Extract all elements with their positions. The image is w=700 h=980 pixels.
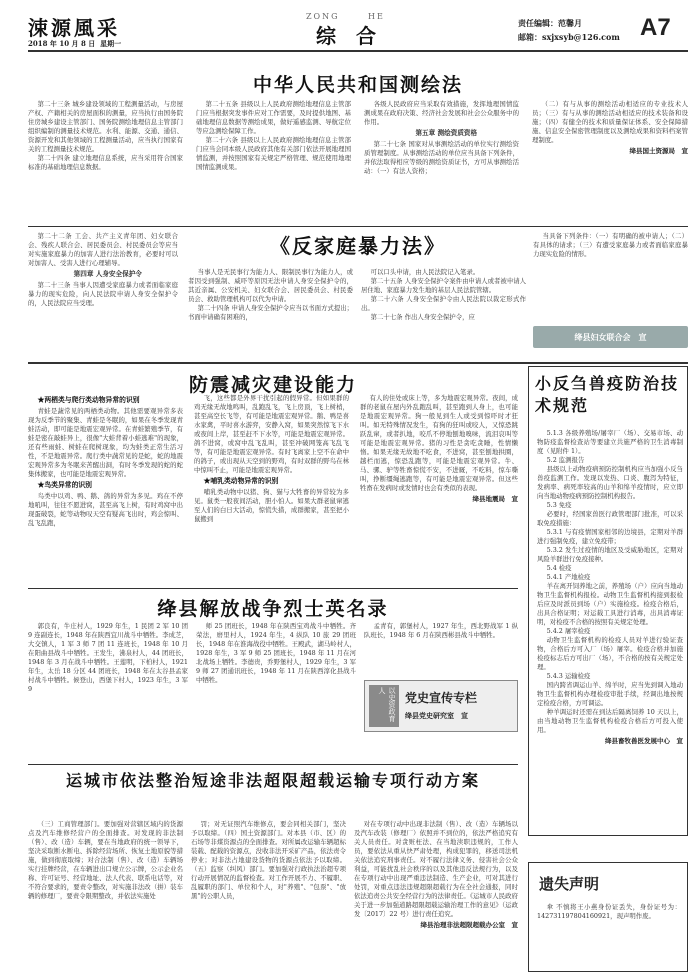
article-dv-25: 第二十五条 人身安全保护令案件由申请人或者被申请人居住地、家庭暴力发生地的基层人民法院管辖。 bbox=[361, 277, 526, 294]
traffic-col1 bbox=[28, 820, 183, 901]
domestic-mid2-col bbox=[361, 268, 526, 322]
epi-5-1-3: 5.1.3 各级养殖场/屠宰厂（场）、交易市场、动物防疫监督检查站等要建立共施严格的卫生消毒制度（见附件 1）。 bbox=[537, 429, 683, 455]
martyrs-title: 绛县解放战争烈士英名录 bbox=[157, 598, 389, 620]
survey-law-title: 中华人民共和国测绘法 bbox=[252, 74, 463, 96]
pinyin-left: ZONG bbox=[306, 12, 340, 21]
epidemic-body bbox=[537, 429, 683, 746]
bird-text: 鸟类中以鸡、鸭、鹅、鸽的异常为多见。鸡在不停地吼叫，往往不愿进窝，甚至高飞上树，有时鸡窝中出现蛋破裂，蛇等动物叹天空有疑高飞出时，鸡会惊叫、乱飞乱跑， bbox=[28, 492, 183, 527]
article-24: 第二十四条 建立地理信息系统，应当采用符合国家标准的基础地理信息数据。 bbox=[28, 154, 183, 171]
editor-label: 责任编辑：范馨月 bbox=[518, 18, 582, 28]
article-23: 第二十三条 城乡建设领域的工程测量活动，与房屋产权、产籍相关的房屋面积的测量，应当执行由国务院住房城乡建设主管部门、国务院测绘地理信息主管部门组织编制的测量技术规范。水利、能源、交通、通信、资源开发和其他领域的工程测量活动，应当执行国家有关的工程测量技术规范。 bbox=[28, 100, 183, 153]
article-dv-22: 第二十二条 工会、共产主义青年团、妇女联合会、残疾人联合会、居民委员会、村民委员会等应当对实施家庭暴力的加害人进行法治教育，必要时可以对加害人、受害人进行心理辅导。 bbox=[28, 232, 178, 267]
quake-title: 防震减灾建设能力 bbox=[188, 374, 357, 396]
survey-law-col3 bbox=[364, 100, 519, 176]
bird-text-cont: 飞，这些都是外界干扰引起的假异常。但如果群的鸡无缘无故地鸣叫，乱跑乱飞，飞上房顶，飞上树梢，甚至高空长飞等，有可能是地震宏观异常。鹅、鸭是喜水家禽，平时喜水游弈，安静入窝，如果突然惊飞下水或夜间上岸，甚至赶不下水等，可能是地震宏观异常。鸽不进窝，或窝中乱飞乱叫，甚至冲破网笼高飞乱飞等，有可能是地震宏观异常。有时飞离家上空不在命中的鸽子，或出现从天空到的野鸡，有时双群的野鸟在林中惊叫不止，可能是地震宏观异常。 bbox=[194, 394, 349, 474]
quake-col2 bbox=[194, 394, 349, 524]
survey-law-byline: 绛县国土资源局 宣 bbox=[629, 147, 688, 155]
survey-law-section bbox=[28, 56, 688, 226]
domestic-right-col bbox=[533, 232, 688, 259]
epidemic-section bbox=[528, 366, 688, 836]
chapter-4-heading: 第四章 人身安全保护令 bbox=[73, 270, 142, 278]
martyrs-text-2: 师 25 团班长，1948 年在陕西宝鸡战斗中牺牲。齐荣法，磨里村人，1924 年生，4 纵队 10 旅 29 团班长，1948 年在淮海战役中牺牲。王殿武，湖马岭村人，1928 年生，3 军 9 师 25 团班长，1948 年 11 月在河北战场上牺牲。李德贵，乔野堡村人，1929 年生，3 军 9 师 27 团通讯班长，1948 年 11 月在陕西淳化县战斗中牺牲。 bbox=[196, 622, 356, 684]
martyrs-col2 bbox=[196, 622, 356, 685]
survey-col4-text: （二）有与从事的测绘活动相适应的专业技术人员；（三）有与从事的测绘活动相适应的技术装备和设施；（四）有健全的技术和质量保证体系、安全保障措施、信息安全保密管理制度以及测绘成果和资料档案管理制度。 bbox=[532, 100, 688, 144]
rule-1 bbox=[28, 226, 688, 227]
quake-section bbox=[28, 366, 518, 586]
epidemic-byline: 绛县畜牧兽医发展中心 宣 bbox=[605, 737, 683, 745]
article-dv-26: 第二十六条 人身安全保护令由人民法院以裁定形式作出。 bbox=[361, 295, 526, 312]
traffic-col2 bbox=[191, 820, 346, 901]
chapter-5-heading: 第五章 测绘资质资格 bbox=[415, 129, 478, 137]
lost-title: 遗失声明 bbox=[539, 875, 600, 893]
section-name: 综 合 bbox=[316, 24, 376, 48]
dv-right-text: 当具备下列条件：（一）有明确的被申请人；（二）有具体的请求；（三）有遭受家庭暴力或者面临家庭暴力现实危险的情形。 bbox=[533, 232, 688, 258]
womens-federation-stamp bbox=[533, 326, 688, 348]
rule-2 bbox=[28, 362, 688, 364]
mammal-heading: ★哺乳类动物异常的识别 bbox=[203, 477, 279, 485]
epi-5-4-3-text: 国内跨省调运山羊、绵羊时，应当先到调入地动物卫生监督机构办理检疫审批手续，经调出地按规定检疫合格，方可调运。 bbox=[537, 681, 683, 707]
masthead bbox=[28, 12, 688, 48]
article-27: 第二十七条 国家对从事测绘活动的单位实行测绘资质管理制度。从事测绘活动的单位应当具备下列条件，并依法取得相应等级的测绘资质证书，方可从事测绘活动：（一）有法人资格； bbox=[364, 140, 519, 175]
mammal-text: 哺乳类动物中以猪、狗、猫与大牲畜的异常较为多见。鼠类一般夜间活动，胆小怕人。如果大群老鼠窜逃至人们的白日大活动，惊慌失措，成群搬家，甚至把小鼠搬到 bbox=[194, 488, 349, 523]
quake-col3 bbox=[360, 394, 518, 504]
martyrs-col3 bbox=[364, 622, 518, 640]
rule-3 bbox=[28, 588, 518, 589]
epidemic-title: 小反刍兽疫防治技术规范 bbox=[535, 374, 680, 415]
traffic-byline: 绛县治理非法超限超载办公室 宣 bbox=[420, 921, 518, 929]
epi-5-4-1: 5.4.1 产地检疫 bbox=[546, 573, 591, 581]
article-dv-27: 第二十七条 作出人身安全保护令，应 bbox=[370, 313, 475, 321]
dv-mid2-text: 可以口头申请，由人民法院记入笔录。 bbox=[370, 268, 480, 276]
party-history-promo bbox=[364, 680, 518, 732]
epi-5-3-text: 必要时，经国家兽医行政管理部门批准，可以采取免疫措施： bbox=[537, 510, 683, 527]
promo-sub: 绛县党史研究室 宣 bbox=[405, 711, 468, 720]
dv-mid-text: 当事人是无民事行为能力人、限制民事行为能力人，或者因受到强制、威吓等原因无法申请人身安全保护令的，其近亲属、公安机关、妇女联合会、居民委员会、村民委员会、救助管理机构可以代为申请。 bbox=[188, 268, 353, 303]
article-26: 第二十六条 县级以上人民政府测绘地理信息主管部门应当会同本级人民政府其他有关部门依法开展地理国情监测，并按照国家有关规定严格管理、规范使用地理国情监测成果。 bbox=[196, 136, 351, 171]
weekday-text: 星期一 bbox=[100, 39, 122, 48]
epi-5-3: 5.3 免疫 bbox=[546, 501, 572, 509]
epi-5-4-3-text-b: 种羊调运时还需在到达后隔离饲养 10 天以上，由当地动物卫生监督机构检疫合格后方可投入使用。 bbox=[537, 708, 683, 734]
amphibian-heading: ★两栖类与爬行类动物异常的识别 bbox=[37, 396, 140, 404]
article-dv-23: 第二十三条 当事人因遭受家庭暴力或者面临家庭暴力的现实危险，向人民法院申请人身安全保护令的，人民法院应当受理。 bbox=[28, 281, 178, 307]
mammal-text-cont: 有人的住处或床上等，多为地震宏观异常。夜间，成群的老鼠在屋内外乱跑乱叫，甚至跑到人身上，也可能是地震宏观异常。狗一般见到生人或受到惊吓时才狂叫。如无特殊情况发生，有狗的狂叫或咬人，又惊恐跳跃乱窜，或者扒地，咬爪不停地刨地嗅味，流泪哀叫等可能是地震宏观异常。猪的习性是贪吃贪睡，性情懒惰。如果无缘无故地不吃食，不进窝，甚至刨地拱圈，越栏而逃，惊恐乱跑等，可能是地震宏观异常。牛、马、骡、驴等牲畜惊慌不安，不进厩，不吃料，惊车嘶叫，挣断缰绳逃跑等，有可能是地震宏观异常。但这些牲畜在发病时或发情时也会有类似的表现。 bbox=[360, 394, 518, 492]
article-dv-24: 第二十四条 申请人身安全保护令应当以书面方式提出；书面申请确有困难的， bbox=[188, 304, 353, 321]
survey-col3-text: 各级人民政府应当采取有效措施，发挥地理国情监测成果在政府决策、经济社会发展和社会公众服务中的作用。 bbox=[364, 100, 519, 126]
quake-byline: 绛县地震局 宣 bbox=[472, 495, 518, 503]
traffic-section bbox=[28, 768, 528, 973]
pinyin-right: HE bbox=[368, 12, 385, 21]
lost-text: 傘 不慎将王小燕身份证丢失，身份证号为：142731197804160921，现声明作废。 bbox=[537, 903, 681, 920]
amphibian-text: 青蛙是蔬常见的两栖类动物。其他需要观异常多表现为反季节的聚集、青蛙是冬眠的，如果在冬季发现青蛙活动，即可能是地震宏观异常。在青蛙繁殖季节，有蛙是密在敲蛙异上，很像"大蛙背着小蛙逃难"的现象，还有些雨蛙、树蛙在爬树现象，均为蛙类正常生活习性，不是地震异常。爬行类中蔬常见的是蛇，蛇的地震宏观异常多为冬眠来苦醒出洞，有时冬季发现的蛇的蛇集体搬家，也可能是地震宏观异常。 bbox=[28, 407, 183, 478]
epi-5-3-1: 5.3.1 与有疫情国家相邻的边境县，定期对羊群进行强制免疫，建立免疫带； bbox=[537, 528, 683, 545]
date-text: 2018 年 10 月 8 日 bbox=[28, 39, 96, 48]
martyrs-text-1: 郭良有，牛庄村人，1929 年生，1 民团 2 军 10 团 9 连副连长，1948 年在陕西宜川战斗中牺牲。李成芝，大交镇人，1 军 3 师 7 团 11 连班长，1948 年 10 月在阳曲县战斗中牺牲。王发生，沸泉村人，44 团班长，1948 年 3 月在战斗中牺牲。王莲明，下柏村人，1921 年生，太岳 18 分区 44 团班长，1948 年在太谷县孟家村战斗中牺牲。候登山，西堡下村人，1923 年生，3 军 9 bbox=[28, 622, 188, 693]
epi-5-2: 5.2 监测报告 bbox=[546, 456, 585, 464]
domestic-left-col bbox=[28, 232, 178, 308]
traffic-title: 运城市依法整治短途非法超限超载运输专项行动方案 bbox=[65, 771, 480, 790]
quake-col1 bbox=[28, 394, 183, 528]
traffic-col3 bbox=[354, 820, 518, 930]
domestic-violence-section bbox=[28, 230, 688, 360]
stamp-text: 绛县妇女联合会 宣 bbox=[574, 331, 647, 342]
epi-5-4-2-text: 动物卫生监督机构的检疫人员对羊进行验证查物，合格后方可入厂（场）屠宰。检疫合格并加施检疫标志后方可出厂（场），不合格的按有关规定处理。 bbox=[537, 636, 683, 671]
issue-date bbox=[28, 39, 121, 48]
traffic-text-2: 罚；对无证照汽车维修点，要会同相关部门，坚决予以取缔。（四）国土资源部门。对本县（市、区）的石场等非煤资源点的全面排查。对所属改运输车辆超标装载、配载的资源点，没收非法开采矿产品，依法责令停业；对非法占地建设货物的货源点依法予以取缔。（五）监察（纠风）部门。要加强对行政执法治超专项行动开展情况的监督检查。对工作开展不力、不履职、乱履职的部门、单位和个人，对"养殖"、"包票"、"放黑"的公职人员， bbox=[191, 820, 346, 900]
martyrs-section bbox=[28, 592, 518, 762]
survey-law-col1 bbox=[28, 100, 183, 172]
survey-law-col2 bbox=[196, 100, 351, 172]
domestic-title: 《反家庭暴力法》 bbox=[270, 234, 446, 258]
lost-notice bbox=[528, 862, 688, 972]
article-25: 第二十五条 县级以上人民政府测绘地理信息主管部门应当根据突发事件应对工作需要，及时提供地图、基础地理信息数据等测绘成果，做好遥感监测、导航定位等应急测绘保障工作。 bbox=[196, 100, 351, 135]
epi-5-4-3: 5.4.3 运输检疫 bbox=[546, 672, 591, 680]
epi-5-2-text: 县级以上动物疫病预防控制机构应当加强小反刍兽疫监测工作。发现以发热、口炎、腹泻为特征，发病率、病死率较高的山羊和绵羊疫情时，应立即向当地动物疫病预防控制机构报告。 bbox=[537, 465, 683, 500]
epi-5-3-2: 5.3.2 发生过疫情的地区及受威胁地区，定期对风险羊群进行免疫接种。 bbox=[537, 546, 683, 563]
page-number: A7 bbox=[640, 14, 671, 41]
promo-title: 党史宣传专栏 bbox=[405, 691, 478, 705]
rule-4 bbox=[28, 764, 518, 765]
domestic-mid-col bbox=[188, 268, 353, 322]
header-rule bbox=[28, 50, 688, 52]
epi-5-4-2: 5.4.2 屠宰检疫 bbox=[546, 627, 591, 635]
survey-law-col4 bbox=[532, 100, 688, 156]
history-seal: 以史资政育人 bbox=[369, 685, 399, 727]
epi-5-4: 5.4 检疫 bbox=[546, 564, 572, 572]
martyrs-text-3: 孟青有，郭堡村人，1927 年生，西北野战军 1 纵队班长，1948 年 6 月在陕西彬县战斗中牺牲。 bbox=[364, 622, 518, 639]
epi-5-4-1-text: 羊在离开饲养地之前，养殖场（户）应向当地动物卫生监督机构报检。动物卫生监督机构接到报检后应及时派员到场（户）实施检疫。检疫合格后，出具合格证明；对运载工具进行消毒，出具消毒证明，对检疫不合格的按照有关规定处理。 bbox=[537, 582, 683, 626]
email-label: 邮箱：sxjxsyb@126.com bbox=[518, 32, 620, 42]
martyrs-col1 bbox=[28, 622, 188, 694]
bird-heading: ★鸟类异常的识别 bbox=[37, 481, 92, 489]
traffic-text-1: （三）工商管理部门。要加强对营辖区域内的货源点及汽车维修经营户的全面排查。对发现的非法制（售）、改（造）车辆，要在当地政府的统一领导下，坚决采取断水断电、拆除经营场所、恢复土地原貌等措施，做到彻底取缔；对合法制（售）、改（造）车辆场实行挂牌经营，在车辆进出口规立公示牌，公示企业名称、许可证号、经营地址、法人代表、联系电话等，对不符合要求的，要责令整改，对实施非法改（拼）装车辆的修理厂，要责令限期整改，并依法实施处 bbox=[28, 820, 183, 900]
paper-name: 涑源風采 bbox=[28, 16, 120, 40]
traffic-text-3: 对在专项行动中出现非法制（售）、改（造）车辆场以及汽车改装（修理厂）依照并不到位的，依法严格追究有关人员责任。对贪赃枉法、在当地渎职违规的，工作人员，要依法从重从快严肃处理，构成犯罪的，移送司法机关依法追究刑事责任。对不履行法律义务、侵害社会公众利益，可能扰乱社会秩序的以及其他违反法规行为，以及在专项行动中出现严重违法制造、生产企业，可对其进行处罚，对重点违法违规超限超载行为在全社会通报，同时依法追责公共安全经营行为的法律责任。《运城市人民政府关于进一步加强道路超限超载运输治理工作的意见》（运政发〔2017〕22 号）进行责任追究。 bbox=[354, 820, 518, 918]
